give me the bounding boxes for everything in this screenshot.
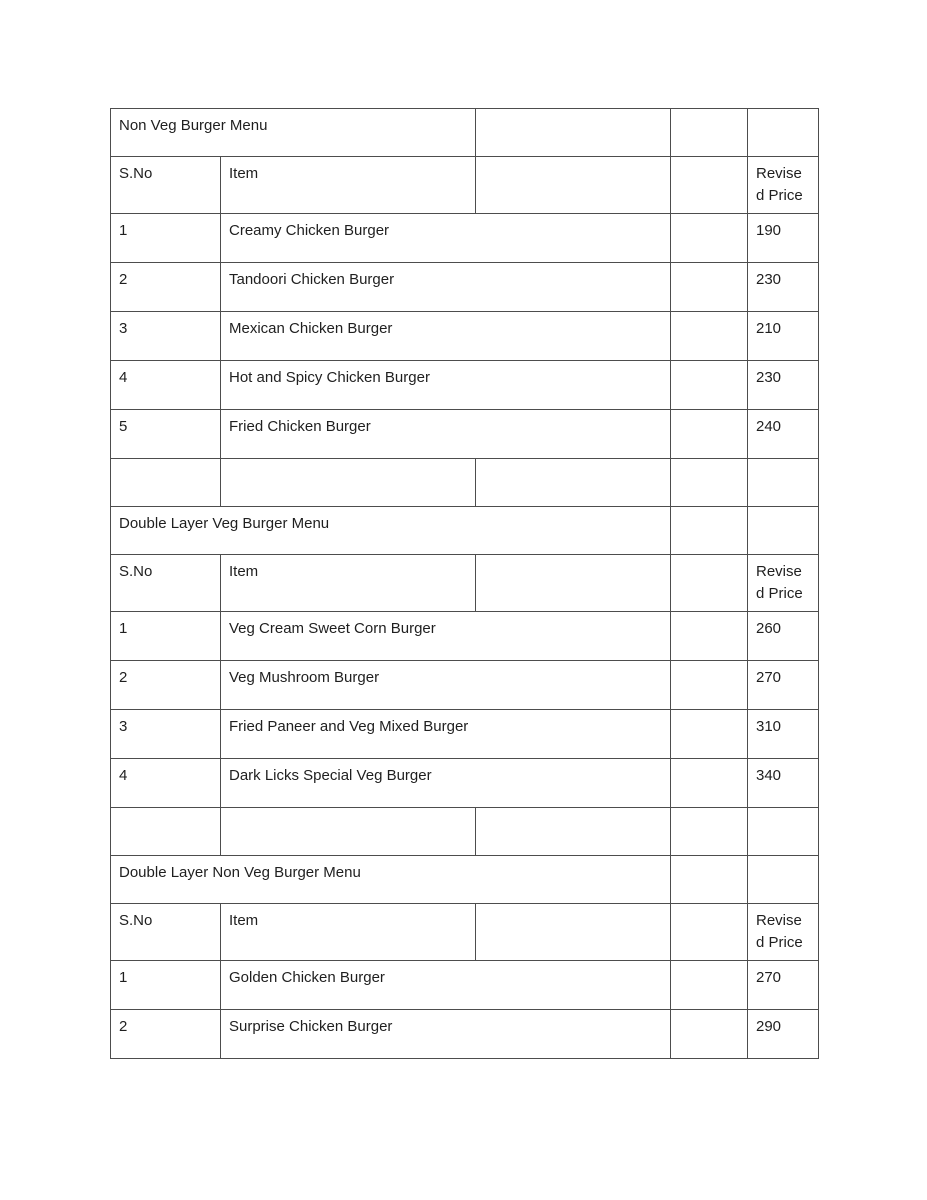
header-sno: S.No <box>111 904 221 961</box>
item-number: 1 <box>111 961 221 1010</box>
empty-cell <box>476 555 671 612</box>
item-number: 2 <box>111 1010 221 1059</box>
table-row <box>111 710 819 759</box>
item-price: 190 <box>748 214 819 263</box>
item-price: 270 <box>748 961 819 1010</box>
header-item: Item <box>221 904 476 961</box>
item-name: Hot and Spicy Chicken Burger <box>221 361 671 410</box>
item-number: 5 <box>111 410 221 459</box>
item-name: Fried Chicken Burger <box>221 410 671 459</box>
table-row <box>111 214 819 263</box>
table-row <box>111 410 819 459</box>
section-title: Double Layer Veg Burger Menu <box>111 507 671 555</box>
table-row <box>111 961 819 1010</box>
empty-cell <box>748 507 819 555</box>
header-row <box>111 904 819 961</box>
empty-cell <box>221 459 476 507</box>
empty-cell <box>476 109 671 157</box>
header-sno: S.No <box>111 555 221 612</box>
header-revised-price: Revised Price <box>748 904 819 961</box>
item-number: 3 <box>111 312 221 361</box>
header-item: Item <box>221 555 476 612</box>
table-row <box>111 1010 819 1059</box>
item-name: Tandoori Chicken Burger <box>221 263 671 312</box>
section-title: Double Layer Non Veg Burger Menu <box>111 856 671 904</box>
empty-cell <box>221 808 476 856</box>
empty-cell <box>671 263 748 312</box>
empty-cell <box>111 808 221 856</box>
empty-cell <box>111 459 221 507</box>
item-price: 310 <box>748 710 819 759</box>
empty-cell <box>671 1010 748 1059</box>
item-number: 3 <box>111 710 221 759</box>
empty-cell <box>671 856 748 904</box>
empty-cell <box>671 214 748 263</box>
empty-cell <box>476 904 671 961</box>
item-name: Veg Cream Sweet Corn Burger <box>221 612 671 661</box>
item-number: 1 <box>111 214 221 263</box>
item-number: 1 <box>111 612 221 661</box>
item-price: 290 <box>748 1010 819 1059</box>
empty-cell <box>476 157 671 214</box>
item-number: 4 <box>111 361 221 410</box>
item-name: Fried Paneer and Veg Mixed Burger <box>221 710 671 759</box>
empty-cell <box>671 555 748 612</box>
empty-cell <box>671 312 748 361</box>
section-title-row <box>111 109 819 157</box>
header-revised-price: Revised Price <box>748 555 819 612</box>
table-row <box>111 263 819 312</box>
table-row <box>111 661 819 710</box>
empty-cell <box>671 507 748 555</box>
item-price: 270 <box>748 661 819 710</box>
item-price: 240 <box>748 410 819 459</box>
item-name: Dark Licks Special Veg Burger <box>221 759 671 808</box>
empty-cell <box>671 808 748 856</box>
item-number: 2 <box>111 661 221 710</box>
empty-cell <box>671 612 748 661</box>
header-revised-price: Revised Price <box>748 157 819 214</box>
menu-table <box>110 108 819 1059</box>
item-name: Veg Mushroom Burger <box>221 661 671 710</box>
item-name: Surprise Chicken Burger <box>221 1010 671 1059</box>
item-price: 230 <box>748 361 819 410</box>
table-row <box>111 312 819 361</box>
empty-cell <box>671 904 748 961</box>
section-title: Non Veg Burger Menu <box>111 109 476 157</box>
header-item: Item <box>221 157 476 214</box>
table-row <box>111 361 819 410</box>
header-row <box>111 555 819 612</box>
item-number: 4 <box>111 759 221 808</box>
empty-cell <box>476 459 671 507</box>
header-row <box>111 157 819 214</box>
empty-cell <box>671 410 748 459</box>
empty-cell <box>671 710 748 759</box>
item-name: Mexican Chicken Burger <box>221 312 671 361</box>
empty-cell <box>671 157 748 214</box>
empty-cell <box>671 361 748 410</box>
empty-cell <box>671 459 748 507</box>
item-name: Golden Chicken Burger <box>221 961 671 1010</box>
item-price: 340 <box>748 759 819 808</box>
table-row <box>111 612 819 661</box>
spacer-row <box>111 459 819 507</box>
spacer-row <box>111 808 819 856</box>
item-price: 230 <box>748 263 819 312</box>
header-sno: S.No <box>111 157 221 214</box>
empty-cell <box>671 961 748 1010</box>
empty-cell <box>476 808 671 856</box>
section-title-row <box>111 507 819 555</box>
empty-cell <box>748 459 819 507</box>
empty-cell <box>671 109 748 157</box>
empty-cell <box>748 109 819 157</box>
item-name: Creamy Chicken Burger <box>221 214 671 263</box>
item-price: 260 <box>748 612 819 661</box>
empty-cell <box>748 856 819 904</box>
empty-cell <box>748 808 819 856</box>
empty-cell <box>671 759 748 808</box>
empty-cell <box>671 661 748 710</box>
item-price: 210 <box>748 312 819 361</box>
section-title-row <box>111 856 819 904</box>
table-row <box>111 759 819 808</box>
item-number: 2 <box>111 263 221 312</box>
